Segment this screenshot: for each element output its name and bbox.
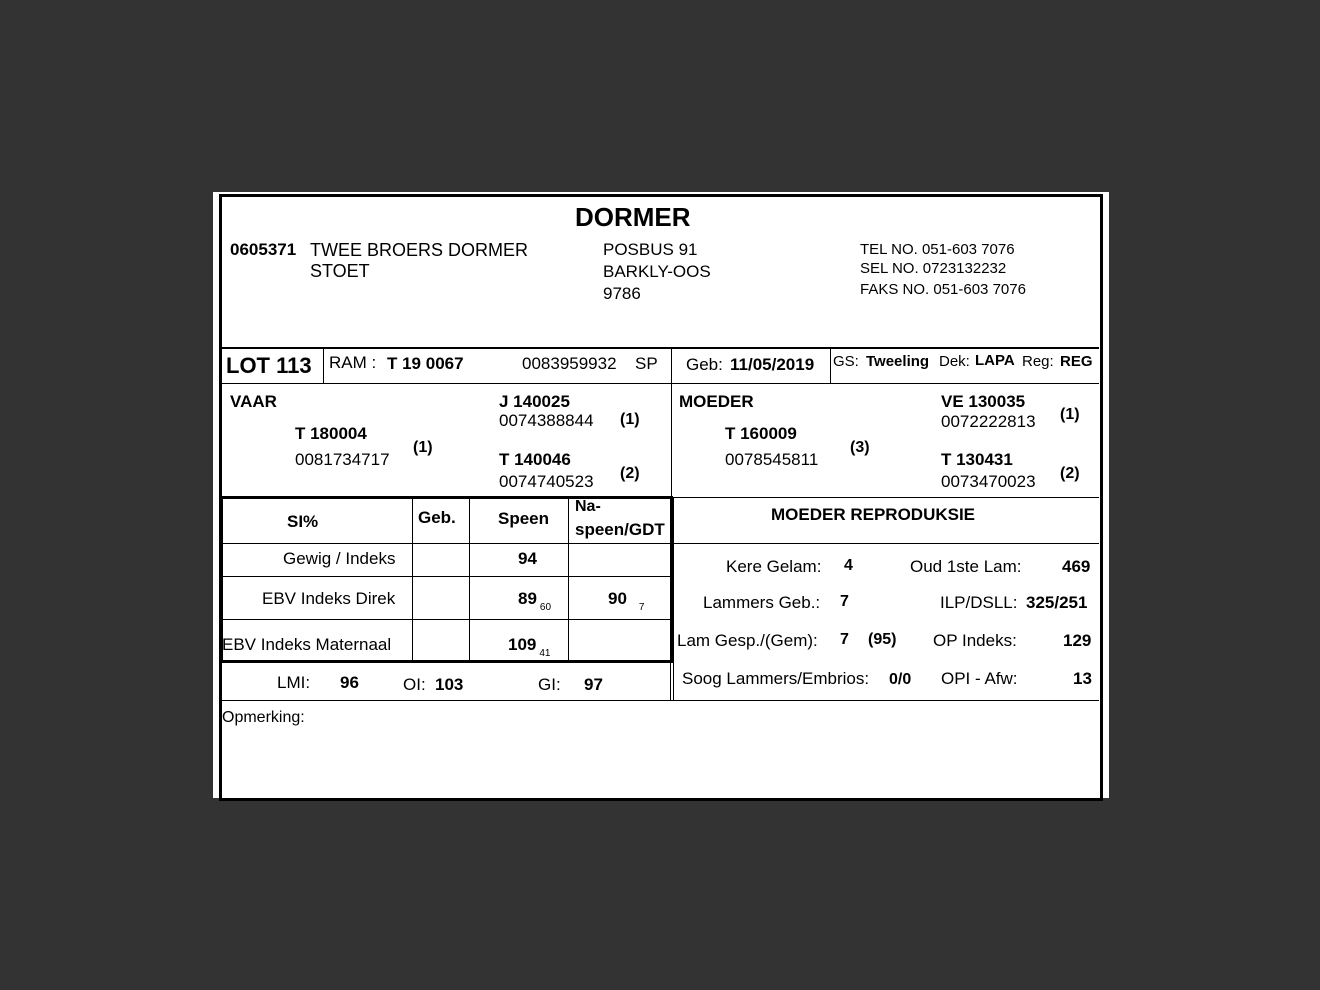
oud-label: Oud 1ste Lam:	[910, 557, 1022, 576]
address-line1: POSBUS 91	[603, 240, 698, 259]
ram-id: T 19 0067	[387, 354, 464, 373]
moeder-sire-code: (1)	[1060, 406, 1080, 423]
divider	[671, 348, 672, 383]
si-header: SI%	[287, 512, 319, 531]
divider	[221, 543, 672, 544]
vaar-id: T 180004	[295, 424, 367, 443]
direk-naspeen-main: 90	[608, 589, 627, 608]
lammers-geb-label: Lammers Geb.:	[703, 593, 821, 612]
direk-naspeen-value	[608, 589, 645, 613]
ram-label: RAM :	[329, 353, 377, 372]
moeder-id: T 160009	[725, 424, 797, 443]
dek-value: LAPA	[975, 352, 1015, 369]
opi-value: 13	[1073, 669, 1092, 688]
moeder-sire-id: VE 130035	[941, 392, 1026, 411]
opi-label: OPI - Afw:	[941, 669, 1018, 688]
oi-value: 103	[435, 675, 464, 694]
reg-value: REG	[1060, 353, 1093, 370]
moeder-dam-reg: 0073470023	[941, 472, 1036, 491]
geb-label: Geb:	[686, 355, 723, 374]
sel-number: SEL NO. 0723132232	[860, 260, 1007, 277]
breeder-name-line1: TWEE BROERS DORMER	[310, 240, 529, 260]
kere-gelam-value: 4	[844, 557, 853, 574]
maternaal-speen-value	[508, 635, 551, 659]
vaar-label: VAAR	[230, 392, 277, 411]
tel-number: TEL NO. 051-603 7076	[860, 241, 1015, 258]
vaar-sire-code: (1)	[620, 411, 640, 428]
oi-label: OI:	[403, 675, 426, 694]
speen-header: Speen	[498, 509, 550, 528]
row-label-gewig: Gewig / Indeks	[283, 549, 396, 568]
divider	[412, 498, 413, 661]
ilp-value: 325/251	[1026, 593, 1088, 612]
gs-value: Tweeling	[866, 353, 930, 370]
divider	[323, 348, 324, 383]
vaar-reg: 0081734717	[295, 450, 390, 469]
divider	[568, 498, 569, 661]
ram-sp: SP	[635, 354, 658, 373]
direk-speen-sub: 60	[539, 602, 552, 613]
moeder-sire-reg: 0072222813	[941, 412, 1036, 431]
lam-gesp-gem: (95)	[868, 631, 897, 648]
moeder-reproduksie-title: MOEDER REPRODUKSIE	[771, 505, 976, 524]
moeder-label: MOEDER	[679, 392, 754, 411]
lam-gesp-label: Lam Gesp./(Gem):	[677, 631, 818, 650]
lmi-value: 96	[340, 673, 359, 692]
lot-number: LOT 113	[226, 353, 312, 378]
moeder-reg: 0078545811	[725, 450, 819, 469]
faks-number: FAKS NO. 051-603 7076	[860, 281, 1026, 298]
divider	[220, 700, 1099, 701]
divider	[469, 498, 470, 661]
address-line3: 9786	[603, 284, 641, 303]
oud-value: 469	[1062, 557, 1091, 576]
divider	[220, 347, 1099, 349]
vaar-dam-code: (2)	[620, 465, 640, 482]
divider	[221, 576, 672, 577]
breeder-name-line2: STOET	[310, 261, 370, 281]
op-indeks-value: 129	[1063, 631, 1092, 650]
vaar-dam-reg: 0074740523	[499, 472, 594, 491]
maternaal-speen-main: 109	[508, 635, 537, 654]
gewig-speen-value: 94	[518, 549, 537, 568]
divider	[221, 619, 672, 620]
reg-label: Reg:	[1022, 353, 1054, 370]
breeder-number: 0605371	[230, 240, 297, 259]
gs-label: GS:	[833, 353, 859, 370]
direk-speen-main: 89	[518, 589, 537, 608]
vaar-sire-id: J 140025	[499, 392, 570, 411]
vaar-code: (1)	[413, 439, 433, 456]
gi-value: 97	[584, 675, 603, 694]
lammers-geb-value: 7	[840, 593, 849, 610]
divider	[830, 348, 831, 383]
vaar-dam-id: T 140046	[499, 450, 571, 469]
divider	[220, 383, 1099, 384]
moeder-dam-code: (2)	[1060, 465, 1080, 482]
divider	[670, 662, 671, 700]
moeder-code: (3)	[850, 439, 870, 456]
address-line2: BARKLY-OOS	[603, 262, 711, 281]
lam-gesp-value: 7	[840, 631, 849, 648]
op-indeks-label: OP Indeks:	[933, 631, 1017, 650]
divider	[673, 498, 674, 700]
row-label-ebv-maternaal: EBV Indeks Maternaal	[222, 635, 392, 654]
breed-title: DORMER	[575, 202, 691, 232]
dek-label: Dek:	[939, 353, 970, 370]
kere-gelam-label: Kere Gelam:	[726, 557, 822, 576]
row-label-ebv-direk: EBV Indeks Direk	[262, 589, 396, 608]
geb-header: Geb.	[418, 508, 456, 527]
naspeen-header-line2: speen/GDT	[575, 520, 665, 539]
opmerking-label: Opmerking:	[222, 709, 305, 726]
moeder-dam-id: T 130431	[941, 450, 1013, 469]
ram-reg-number: 0083959932	[522, 354, 617, 373]
divider	[671, 383, 672, 498]
sale-catalogue-card	[213, 192, 1109, 798]
lmi-label: LMI:	[277, 673, 311, 692]
ilp-label: ILP/DSLL:	[940, 593, 1018, 612]
maternaal-speen-sub: 41	[539, 648, 551, 659]
divider	[673, 543, 1099, 544]
direk-naspeen-sub: 7	[638, 602, 645, 613]
direk-speen-value	[518, 589, 552, 613]
soog-value: 0/0	[889, 671, 912, 688]
geb-date: 11/05/2019	[730, 355, 815, 374]
soog-label: Soog Lammers/Embrios:	[682, 669, 870, 688]
naspeen-header-line1: Na-	[575, 498, 601, 515]
gi-label: GI:	[538, 675, 561, 694]
vaar-sire-reg: 0074388844	[499, 411, 594, 430]
